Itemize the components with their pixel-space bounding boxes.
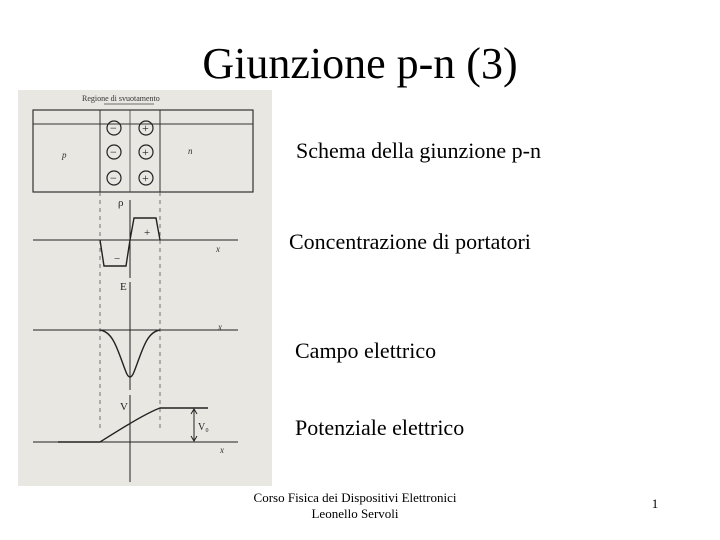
negative-ions (107, 121, 121, 185)
v-axis-label: V (120, 401, 128, 413)
e-axis-label: E (120, 281, 127, 293)
e-x-label: x (218, 322, 222, 332)
caption-carrier-concentration: Concentrazione di portatori (289, 229, 531, 254)
positive-ions (139, 121, 153, 185)
depletion-region-label: Regione di svuotamento (82, 94, 160, 103)
positive-sign: + (142, 145, 149, 159)
negative-charge-sign: − (114, 253, 121, 265)
junction-figure (18, 90, 272, 486)
caption-electric-field: Campo elettrico (295, 338, 437, 363)
slide-title: Giunzione p-n (3) (202, 39, 518, 88)
negative-sign: − (110, 171, 117, 185)
negative-sign: − (110, 121, 117, 135)
v-x-label: x (220, 445, 224, 455)
positive-charge-sign: + (144, 227, 151, 239)
footer-author: Leonello Servoli (311, 506, 399, 521)
potential-plot (33, 395, 238, 482)
footer-course: Corso Fisica dei Dispositivi Elettronici (253, 490, 457, 505)
positive-sign: + (142, 171, 149, 185)
electric-field-plot (33, 281, 238, 390)
rho-axis-label: ρ (118, 197, 124, 209)
p-region-label: p (62, 150, 67, 160)
n-region-label: n (188, 146, 193, 156)
v0-label: V₀ (198, 422, 209, 433)
caption-electric-potential: Potenziale elettrico (295, 415, 465, 440)
page-number: 1 (651, 496, 659, 511)
junction-diagram (18, 90, 272, 486)
caption-junction-schema: Schema della giunzione p-n (296, 138, 541, 163)
positive-sign: + (142, 121, 149, 135)
rho-x-label: x (216, 244, 220, 254)
negative-sign: − (110, 145, 117, 159)
slide-footer (224, 490, 486, 522)
potential-curve (58, 408, 208, 442)
charge-density-plot (33, 197, 238, 278)
